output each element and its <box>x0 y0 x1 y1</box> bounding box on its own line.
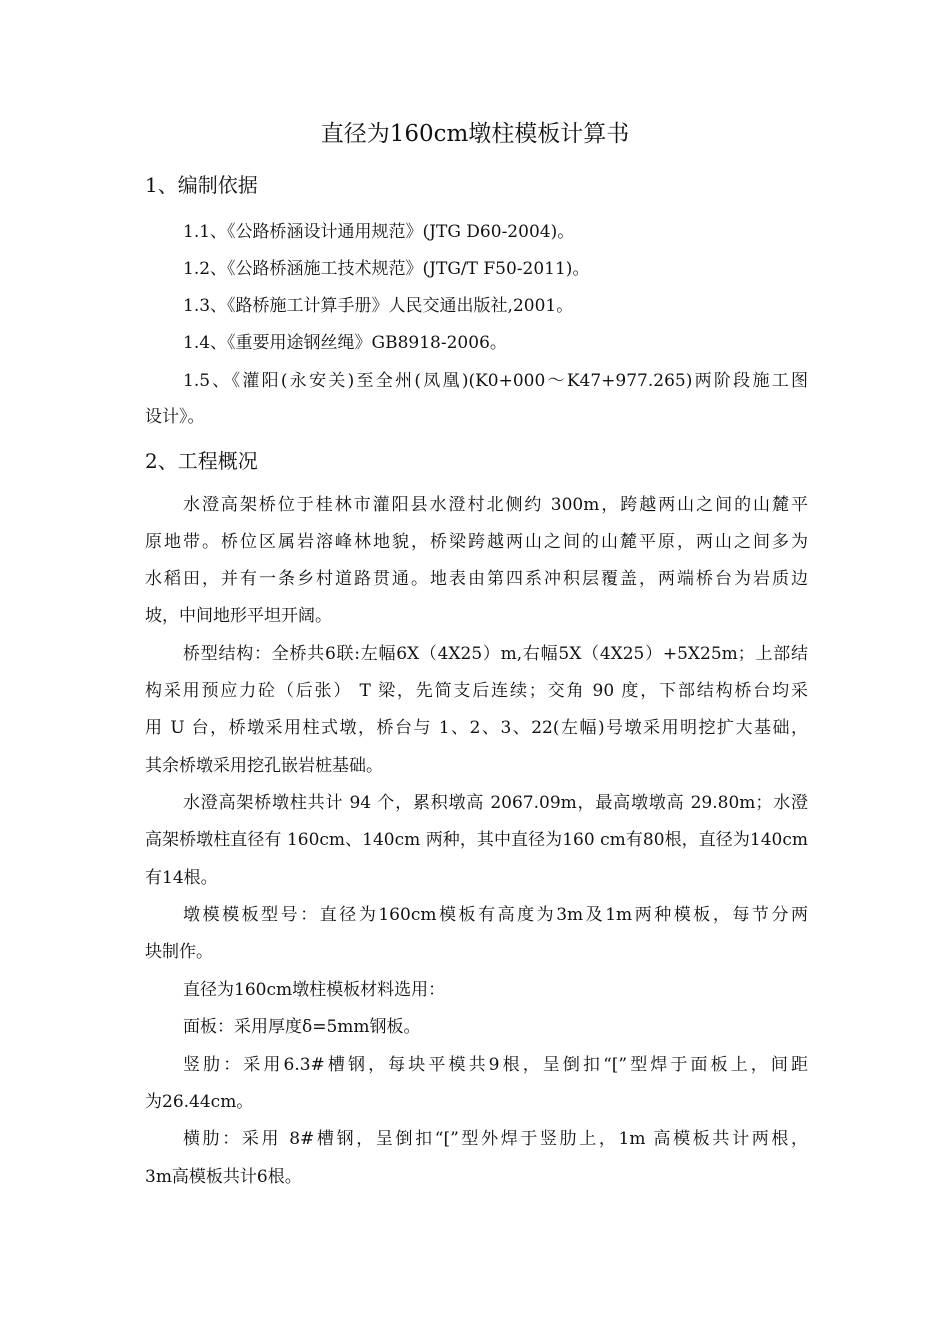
paragraph-line: 其余桥墩采用挖孔嵌岩桩基础。 <box>145 756 383 776</box>
paragraph-line: 坡，中间地形平坦开阔。 <box>145 606 332 626</box>
paragraph-line: 桥型结构：全桥共6联:左幅6X（4X25）m,右幅5X（4X25）+5X25m；上部结 <box>183 644 808 664</box>
paragraph-line: 水稻田，并有一条乡村道路贯通。地表由第四系冲积层覆盖，两端桥台为岩质边 <box>145 569 808 589</box>
section-heading: 1、编制依据 <box>145 173 258 197</box>
paragraph-line: 3m高模板共计6根。 <box>145 1167 302 1187</box>
paragraph-line: 面板：采用厚度δ=5mm钢板。 <box>183 1017 421 1037</box>
paragraph-line: 块制作。 <box>145 942 213 962</box>
paragraph-line: 用 U 台，桥墩采用柱式墩，桥台与 1、2、3、22(左幅)号墩采用明挖扩大基础， <box>145 718 808 738</box>
paragraph-line: 原地带。桥位区属岩溶峰林地貌，桥梁跨越两山之间的山麓平原，两山之间多为 <box>145 532 808 552</box>
reference-item: 1.2、《公路桥涵施工技术规范》(JTG/T F50-2011)。 <box>183 259 590 279</box>
reference-item: 1.5、《灌阳(永安关)至全州(凤凰)(K0+000～K47+977.265)两阶段施工图 <box>183 371 808 391</box>
paragraph-line: 水澄高架桥墩柱共计 94 个，累积墩高 2067.09m，最高墩墩高 29.80m；水澄 <box>183 793 808 813</box>
section-heading: 2、工程概况 <box>145 449 258 473</box>
paragraph-line: 有14根。 <box>145 868 218 888</box>
paragraph-line: 水澄高架桥位于桂林市灌阳县水澄村北侧约 300m，跨越两山之间的山麓平 <box>183 495 808 515</box>
reference-item: 1.1、《公路桥涵设计通用规范》(JTG D60-2004)。 <box>183 222 575 242</box>
reference-item: 1.3、《路桥施工计算手册》人民交通出版社,2001。 <box>183 296 574 316</box>
reference-item-continued: 设计》。 <box>145 407 205 427</box>
paragraph-line: 构采用预应力砼（后张） T 梁，先简支后连续；交角 90 度，下部结构桥台均采 <box>145 681 808 701</box>
document-title: 直径为160cm墩柱模板计算书 <box>320 121 630 147</box>
paragraph-line: 为26.44cm。 <box>145 1092 254 1112</box>
paragraph-line: 墩模模板型号：直径为160cm模板有高度为3m及1m两种模板，每节分两 <box>183 905 808 925</box>
paragraph-line: 横肋：采用 8#槽钢，呈倒扣“[”型外焊于竖肋上，1m 高模板共计两根， <box>183 1129 808 1149</box>
paragraph-line: 竖肋：采用6.3#槽钢，每块平模共9根，呈倒扣“[”型焊于面板上，间距 <box>183 1055 808 1075</box>
reference-item: 1.4、《重要用途钢丝绳》GB8918-2006。 <box>183 333 507 353</box>
paragraph-line: 高架桥墩柱直径有 160cm、140cm 两种，其中直径为160 cm有80根，直径为140cm <box>145 830 808 850</box>
paragraph-line: 直径为160cm墩柱模板材料选用： <box>183 980 446 1000</box>
